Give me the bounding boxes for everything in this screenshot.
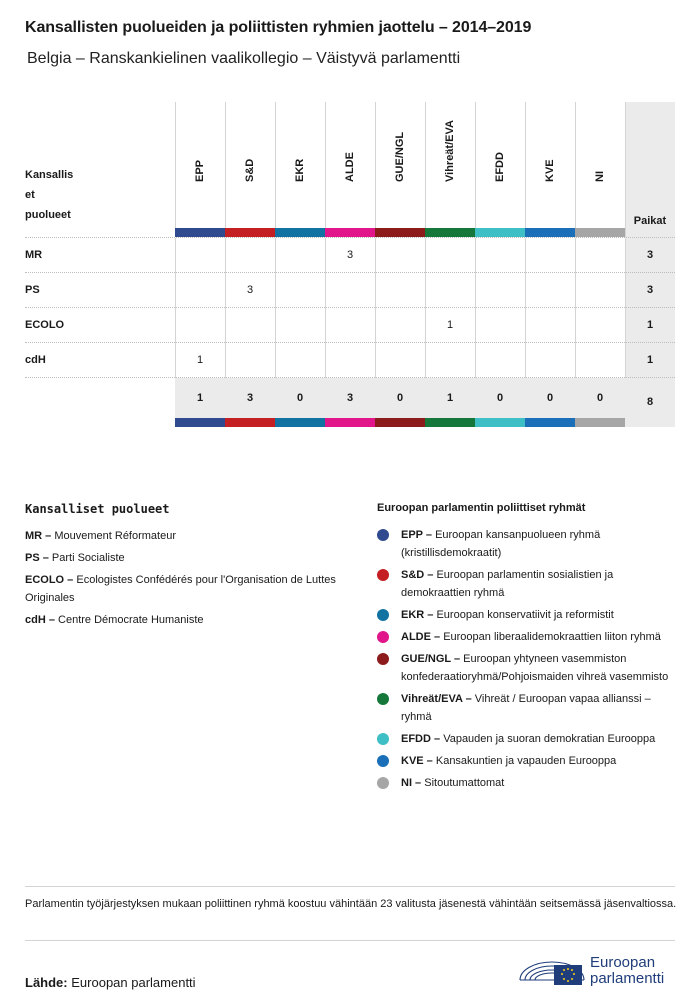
column-divider [375,273,376,308]
seat-count-cell: 3 [246,284,254,296]
group-color-dot [377,631,389,643]
column-divider [575,343,576,378]
party-name: Ecologistes Confédérés pour l'Organisation de Luttes Originales [25,574,336,604]
column-divider [525,343,526,378]
group-color-bar [275,418,325,427]
group-legend-item [377,566,677,602]
page-title: Kansallisten puolueiden ja poliittisten ryhmien jaottelu – 2014–2019 [25,19,532,36]
party-seats-cell: 3 [646,284,654,296]
group-header-label: GUE/NGL [394,131,406,182]
group-color-bar [375,228,425,237]
column-divider [375,308,376,343]
group-header-label: KVE [544,159,556,182]
group-legend-item [377,526,677,562]
column-divider [325,343,326,378]
logo-line2: parlamentti [590,970,665,987]
table-row [25,237,675,272]
group-column-header [175,102,225,228]
source-line [25,975,196,990]
group-header-label: S&D [244,158,256,182]
party-seats-cell: 1 [646,354,654,366]
party-legend-item [25,549,345,567]
column-divider [375,238,376,273]
column-divider [175,308,176,343]
group-abbr: NI – [401,777,422,789]
column-divider [225,238,226,273]
group-header-label: EKR [294,158,306,182]
party-seats-cell: 3 [646,249,654,261]
column-divider [525,308,526,343]
group-color-bar [575,228,625,237]
seat-count-cell: 1 [196,354,204,366]
group-name: Kansakuntien ja vapauden Eurooppa [435,755,617,767]
column-divider [575,308,576,343]
column-divider [425,343,426,378]
column-divider [575,238,576,273]
group-column-header [375,102,425,228]
page-subtitle: Belgia – Ranskankielinen vaalikollegio – Väistyvä parlamentti [27,50,461,67]
group-header-label: Vihreät/EVA [444,120,456,182]
group-color-bar [175,228,225,237]
column-divider [325,273,326,308]
group-color-bar [375,418,425,427]
group-column-header [575,102,625,228]
group-total-cell: 1 [446,392,454,404]
party-legend-item [25,571,345,607]
group-abbr: EPP – [401,529,432,541]
footnote: Parlamentin työjärjestyksen mukaan poliittinen ryhmä koostuu vähintään 23 valitusta jäsenestä vähintään seitsemässä jäsenvaltiossa. [25,898,677,910]
group-column-header [525,102,575,228]
party-label: MR [25,249,43,261]
group-color-bar [175,418,225,427]
group-abbr: Vihreät/EVA – [401,693,472,705]
group-color-bar [525,418,575,427]
seat-count-cell: 1 [446,319,454,331]
column-divider [425,273,426,308]
divider [25,886,675,887]
group-name: Sitoutumattomat [424,777,505,789]
european-parliament-hemicycle-icon [517,950,587,990]
column-divider [475,238,476,273]
table-row [25,307,675,342]
column-divider [175,273,176,308]
group-color-bar [325,418,375,427]
table-row [25,342,675,377]
column-divider [525,238,526,273]
column-divider [225,308,226,343]
seat-count-cell: 3 [346,249,354,261]
group-color-dot [377,609,389,621]
group-color-bar [425,228,475,237]
group-name: Euroopan kansanpuolueen ryhmä (kristillisdemokraatit) [401,529,601,559]
group-total-cell: 0 [596,392,604,404]
group-legend-item [377,690,677,726]
group-color-bar [475,418,525,427]
group-color-dot [377,693,389,705]
group-color-bar [525,228,575,237]
column-divider [375,343,376,378]
column-divider [275,343,276,378]
column-divider [525,273,526,308]
party-name: Centre Démocrate Humaniste [58,614,204,626]
column-divider [275,308,276,343]
party-abbr: cdH – [25,614,55,626]
party-label: PS [25,284,40,296]
group-name: Vapauden ja suoran demokratian Eurooppa [443,733,656,745]
group-color-bar [275,228,325,237]
group-abbr: ALDE – [401,631,441,643]
column-divider [425,238,426,273]
group-header-label: NI [594,171,606,182]
group-color-bar [225,418,275,427]
seats-header: Paikat [633,215,667,227]
party-label: cdH [25,354,46,366]
column-divider [225,343,226,378]
party-name: Mouvement Réformateur [54,530,177,542]
group-total-cell: 1 [196,392,204,404]
source-value: Euroopan parlamentti [71,975,196,990]
group-legend-item [377,774,677,792]
group-column-header [275,102,325,228]
group-color-dot [377,733,389,745]
party-legend-item [25,611,345,629]
group-name: Euroopan parlamentin sosialistien ja demokraattien ryhmä [401,569,614,599]
group-color-bar [425,418,475,427]
party-abbr: ECOLO – [25,574,74,586]
european-parliament-logo [517,950,677,990]
group-abbr: S&D – [401,569,434,581]
group-color-dot [377,653,389,665]
national-parties-legend-heading: Kansalliset puolueet [25,502,170,516]
group-total-cell: 0 [296,392,304,404]
logo-line1: Euroopan [590,954,656,971]
party-name: Parti Socialiste [51,552,125,564]
column-divider [275,273,276,308]
national-parties-header: Kansallis et puolueet [25,169,74,221]
column-divider [575,273,576,308]
group-color-bar [575,418,625,427]
group-legend-item [377,650,677,686]
divider [25,940,675,941]
group-total-cell: 0 [546,392,554,404]
group-color-dot [377,777,389,789]
group-name: Euroopan yhtyneen vasemmiston konfederaatioryhmä/Pohjoismaiden vihreä vasemmisto [401,653,669,683]
group-name: Euroopan konservatiivit ja reformistit [436,609,614,621]
group-total-cell: 3 [246,392,254,404]
group-color-bar [475,228,525,237]
group-header-label: EFDD [494,152,506,182]
group-legend-item [377,730,677,748]
column-divider [625,102,626,237]
source-label: Lähde: [25,975,68,990]
group-color-dot [377,755,389,767]
political-groups-legend [377,502,677,796]
column-divider [475,343,476,378]
group-color-dot [377,569,389,581]
table-row [25,272,675,307]
group-column-header [325,102,375,228]
group-header-label: EPP [194,159,206,182]
party-abbr: MR – [25,530,52,542]
column-divider [475,273,476,308]
row-separator [25,377,675,378]
party-seats-cell: 1 [646,319,654,331]
group-legend-item [377,752,677,770]
party-abbr: PS – [25,552,49,564]
column-divider [175,238,176,273]
column-divider [275,238,276,273]
group-color-bar [325,228,375,237]
group-legend-item [377,606,677,624]
group-abbr: KVE – [401,755,433,767]
national-parties-legend [25,502,345,633]
group-color-dot [377,529,389,541]
group-abbr: EKR – [401,609,434,621]
column-divider [325,308,326,343]
group-header-label: ALDE [344,152,356,182]
party-label: ECOLO [25,319,65,331]
group-column-header [225,102,275,228]
group-abbr: GUE/NGL – [401,653,461,665]
group-name: Euroopan liberaalidemokraattien liiton ryhmä [443,631,661,643]
group-color-bar [225,228,275,237]
group-total-cell: 0 [396,392,404,404]
group-total-cell: 3 [346,392,354,404]
party-legend-item [25,527,345,545]
total-seats-cell: 8 [646,396,654,408]
group-total-cell: 0 [496,392,504,404]
group-legend-item [377,628,677,646]
group-abbr: EFDD – [401,733,441,745]
political-groups-legend-heading: Euroopan parlamentin poliittiset ryhmät [377,502,586,514]
group-column-header [475,102,525,228]
group-name: Vihreät / Euroopan vapaa allianssi – ryhmä [401,693,651,723]
group-column-header [425,102,475,228]
column-divider [475,308,476,343]
